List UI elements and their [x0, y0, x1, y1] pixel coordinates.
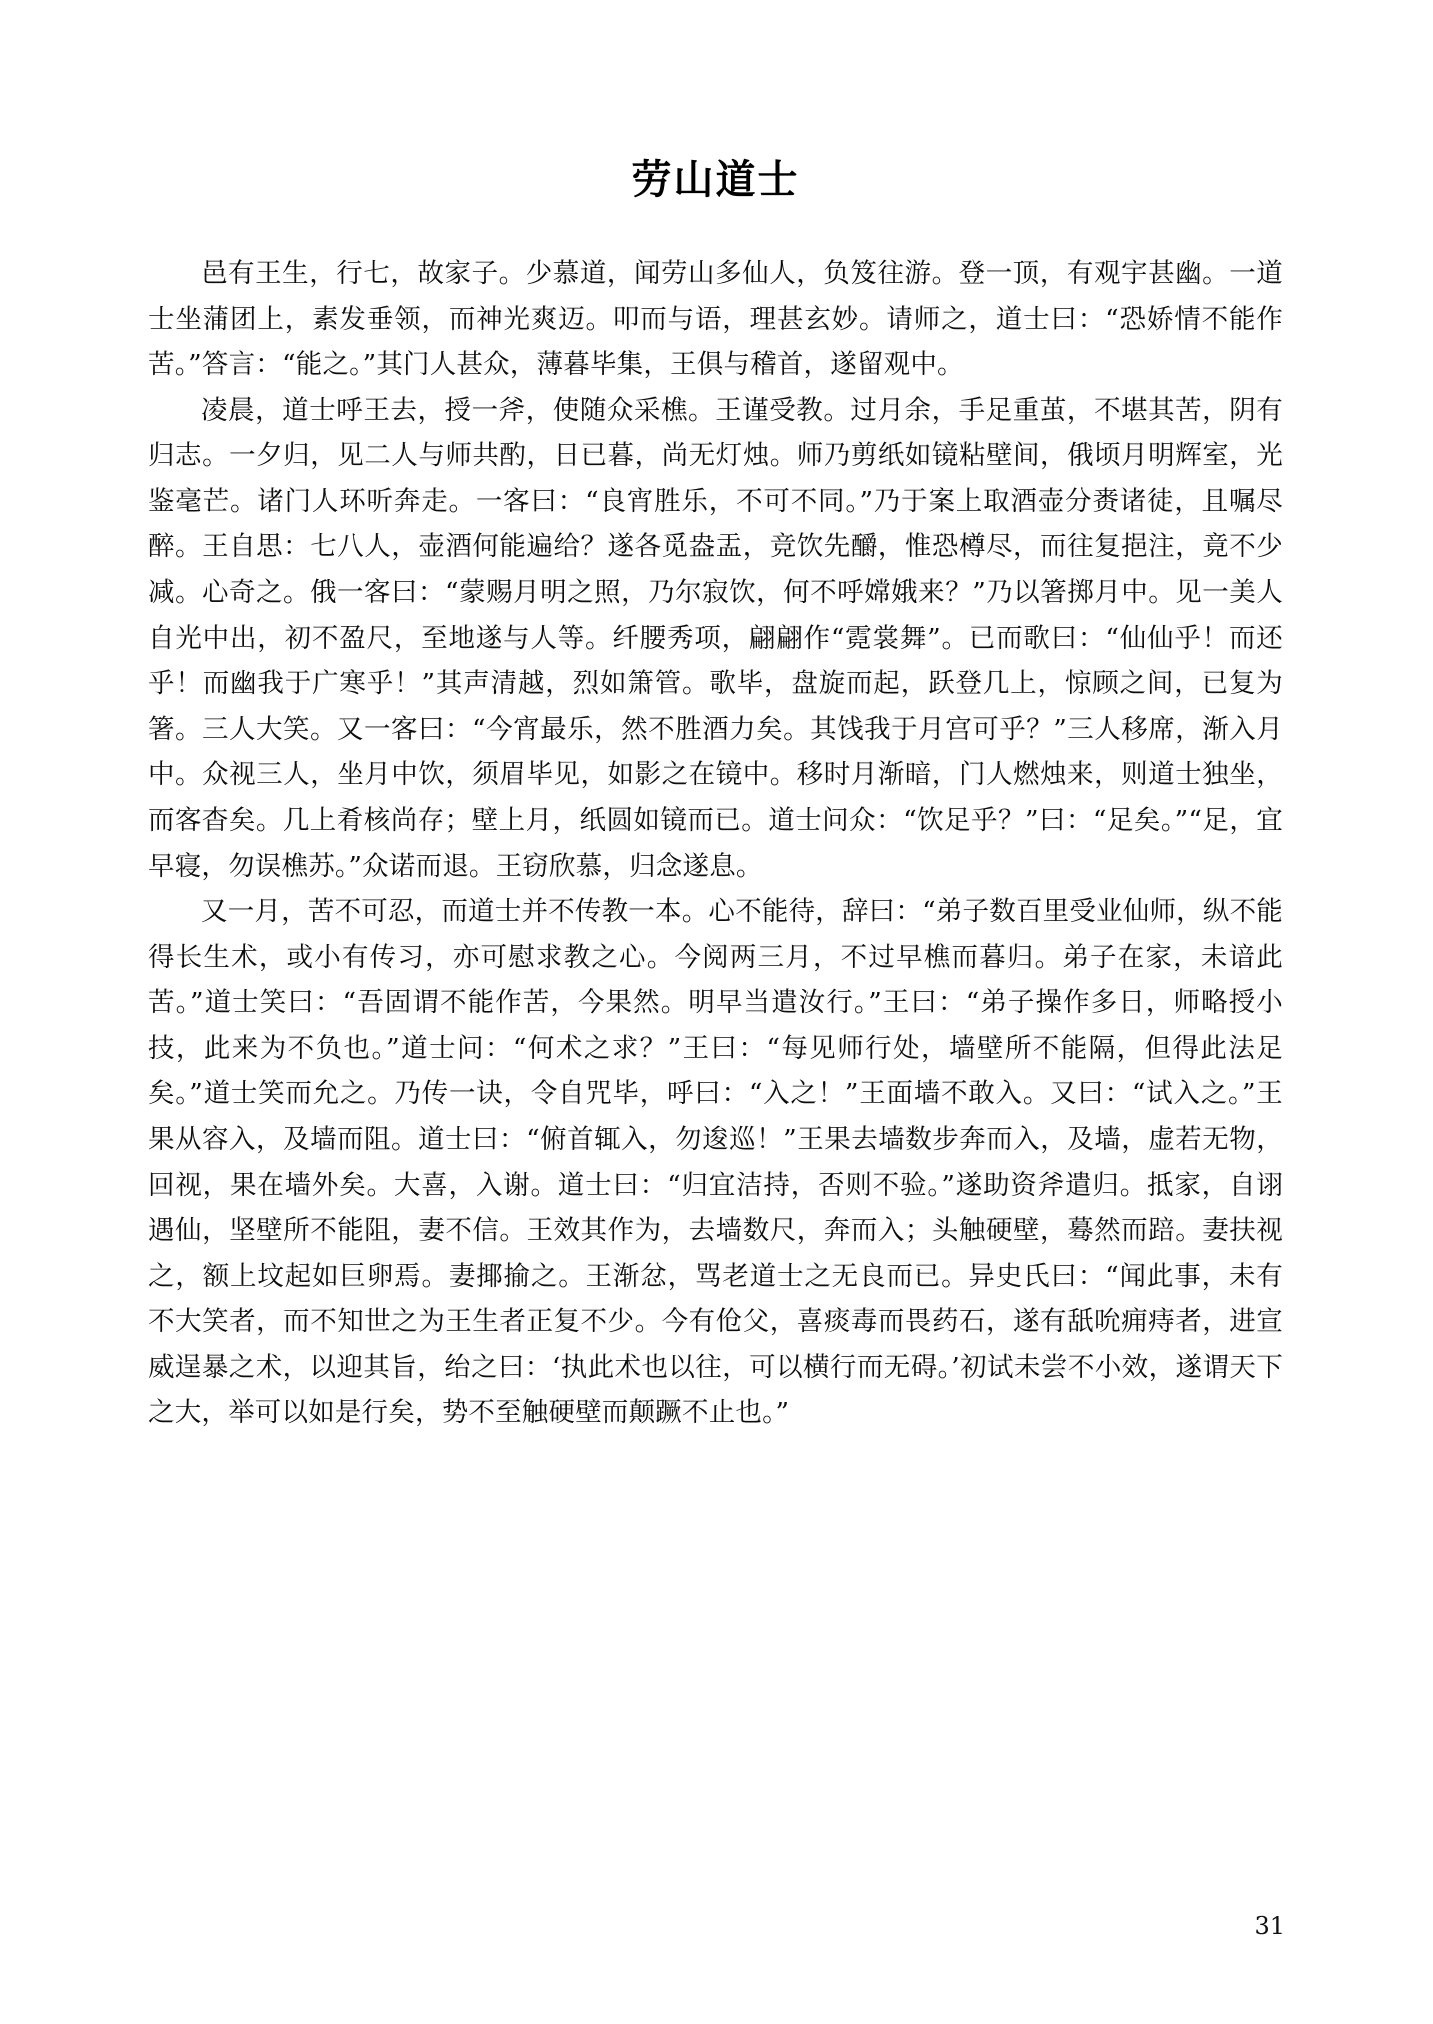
paragraph-1: 邑有王生，行七，故家子。少慕道，闻劳山多仙人，负笈往游。登一顶，有观宇甚幽。一道士坐蒲团上，素发垂领，而神光爽迈。叩而与语，理甚玄妙。请师之，道士曰：“恐娇情不能作苦。”答言：“能之。”其门人甚众，薄暮毕集，王俱与稽首，遂留观中。: [148, 258, 1283, 381]
page-title: 劳山道士: [631, 157, 800, 203]
body-text: [148, 251, 1283, 1436]
paragraph-3: 又一月，苦不可忍，而道士并不传教一本。心不能待，辞曰：“弟子数百里受业仙师，纵不能得长生术，或小有传习，亦可慰求教之心。今阅两三月，不过早樵而暮归。弟子在家，未谙此苦。”道士笑曰：“吾固谓不能作苦，今果然。明早当遣汝行。”王曰：“弟子操作多日，师略授小技，此来为不负也。”道士问：“何术之求？”王曰：“每见师行处，墙壁所不能隔，但得此法足矣。”道士笑而允之。乃传一诀，令自咒毕，呼曰：“入之！”王面墙不敢入。又曰：“试入之。”王果从容入，及墙而阻。道士曰：“俯首辄入，勿逡巡！”王果去墙数步奔而入，及墙，虚若无物，回视，果在墙外矣。大喜，入谢。道士曰：“归宜洁持，否则不验。”遂助资斧遣归。抵家，自诩遇仙，坚壁所不能阻，妻不信。王效其作为，去墙数尺，奔而入；头触硬壁，蓦然而踣。妻扶视之，额上坟起如巨卵焉。妻揶揄之。王渐忿，骂老道士之无良而已。异史氏曰：“闻此事，未有不大笑者，而不知世之为王生者正复不少。今有伧父，喜痰毒而畏药石，遂有舐吮痈痔者，进宣威逞暴之术，以迎其旨，绐之曰：‘执此术也以往，可以横行而无碍。’初试未尝不小效，遂谓天下之大，举可以如是行矣，势不至触硬壁而颠蹶不止也。”: [148, 896, 1283, 1429]
page-content: [148, 0, 1283, 1436]
page-number: 31: [1254, 1912, 1285, 1940]
paragraph-2: 凌晨，道士呼王去，授一斧，使随众采樵。王谨受教。过月余，手足重茧，不堪其苦，阴有归志。一夕归，见二人与师共酌，日已暮，尚无灯烛。师乃剪纸如镜粘壁间，俄顷月明辉室，光鉴毫芒。诸门人环听奔走。一客曰：“良宵胜乐，不可不同。”乃于案上取酒壶分赉诸徒，且嘱尽醉。王自思：七八人，壶酒何能遍给？遂各觅盎盂，竞饮先釂，惟恐樽尽，而往复挹注，竟不少减。心奇之。俄一客曰：“蒙赐月明之照，乃尔寂饮，何不呼嫦娥来？”乃以箸掷月中。见一美人自光中出，初不盈尺，至地遂与人等。纤腰秀项，翩翩作“霓裳舞”。已而歌曰：“仙仙乎！而还乎！而幽我于广寒乎！”其声清越，烈如箫管。歌毕，盘旋而起，跃登几上，惊顾之间，已复为箸。三人大笑。又一客曰：“今宵最乐，然不胜酒力矣。其饯我于月宫可乎？”三人移席，渐入月中。众视三人，坐月中饮，须眉毕见，如影之在镜中。移时月渐暗，门人燃烛来，则道士独坐，而客杳矣。几上肴核尚存；壁上月，纸圆如镜而已。道士问众：“饮足乎？”曰：“足矣。”“足，宜早寝，勿误樵苏。”众诺而退。王窃欣慕，归念遂息。: [148, 394, 1283, 882]
